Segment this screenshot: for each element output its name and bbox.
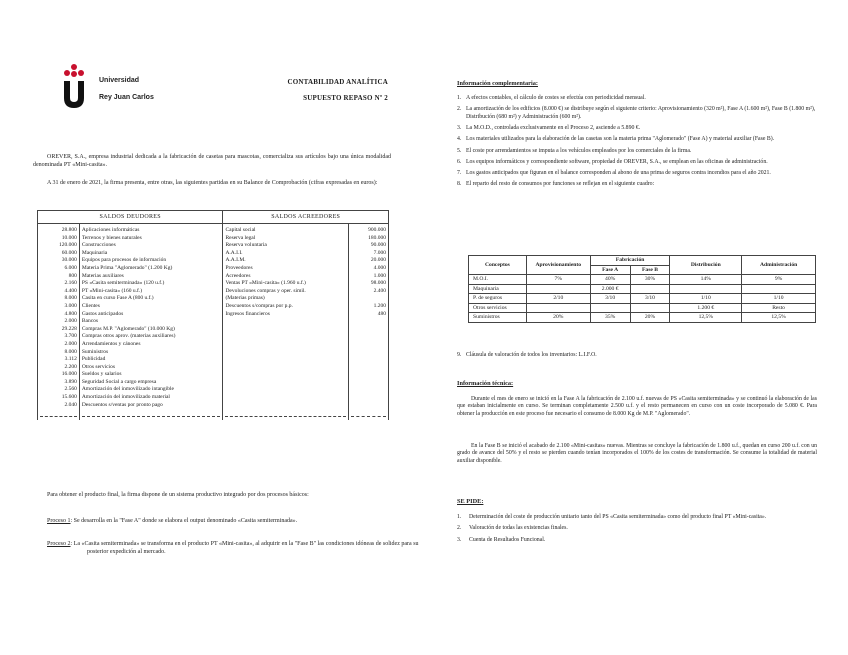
note-9-text: Cláusula de valoración de todos los inventarios: L.I.F.O. (466, 352, 597, 358)
spacer (351, 349, 386, 357)
spacer (351, 356, 386, 364)
requirement-number: 3. (457, 536, 462, 543)
technical-info-title: Información técnica: (457, 380, 514, 387)
intro-paragraph-1: OREVER, S.A., empresa industrial dedicada a la fabricación de casetas para mascotas, comercializa sus artículos bajo una única modalidad denominada PT «Mini-casita». (33, 154, 391, 168)
distribution-cell: 12,5% (670, 313, 742, 323)
spacer (351, 318, 386, 326)
process-2-text: : La «Casita semiterminada» se transforma en el producto PT «Mini-casita», al adquirir en la "Fase B" las condiciones idóneas de solidez para su posterior expedición al mercado. (70, 541, 419, 555)
distribution-row (469, 303, 816, 313)
debit-account: Seguridad Social a cargo empresa (81, 378, 157, 385)
note-item (457, 159, 817, 166)
complementary-info-title: Información complementaria: (457, 80, 538, 87)
note-number: 5. (457, 147, 462, 154)
note-number: 8. (457, 181, 462, 188)
university-name-line2: Rey Juan Carlos (99, 94, 154, 101)
distribution-cell: 1/10 (742, 294, 816, 304)
spacer (225, 371, 346, 379)
debit-account: Construcciones (81, 242, 116, 249)
requirements-title: SE PIDE: (457, 498, 484, 505)
intro-paragraph-2: A 31 de enero de 2021, la firma presenta, entre otras, las siguientes partidas en su Balance de Comprobación (cifras expresadas en euros): (47, 180, 378, 186)
distribution-cell: 1.200 € (670, 303, 742, 313)
debit-account: Amortización del inmovilizado intangible (81, 386, 174, 393)
debit-amount: 3.112 (64, 356, 77, 363)
note-text: Los gastos anticipados que figuran en el balance corresponden al abono de una prima de seguros contra incendios para el año 2021. (466, 170, 771, 177)
distribution-cell (630, 284, 670, 294)
technical-paragraph-1: Durante el mes de enero se inició en la Fase A la fabricación de 2.100 u.f. nuevas de PS «Casita semiterminada» y se continuó la elaboración de las que estaban inicialmente en curso. Se terminan completamente 2.500 u.f. y el resto permanecen en curso con un coste incorporado de 5.080 €. Para obtener la producción en este proceso fue necesario el consumo de 8.000 Kg de M.P. "Aglomerado". (457, 396, 817, 417)
dashed-filler-line (225, 409, 346, 417)
debit-amount: 29.228 (61, 325, 77, 332)
spacer (225, 333, 346, 341)
credit-account: A.A.I.M. (225, 257, 246, 264)
debit-account: Casita en curso Fase A (800 u.f.) (81, 295, 154, 302)
note-text: A efectos contables, el cálculo de costes se efectúa con periodicidad mensual. (466, 95, 646, 101)
credit-amount: 180.000 (368, 234, 386, 241)
distribution-cell: 35% (590, 313, 630, 323)
requirement-text: Determinación del coste de producción unitario tanto del PS «Casita semiterminada» como del producto final PT «Mini-casita». (469, 514, 767, 520)
distribution-row (469, 294, 816, 304)
distribution-cell: M.O.I. (469, 275, 527, 285)
debit-amount: 2.000 (64, 318, 77, 325)
spacer (351, 379, 386, 387)
debit-amount: 3.000 (64, 302, 77, 309)
debit-account: Gastos anticipados (81, 310, 124, 317)
debit-account: Materias auxiliares (81, 272, 124, 279)
dashed-filler-line (40, 409, 77, 417)
note-item (457, 125, 817, 132)
credit-amount: 1.000 (373, 272, 386, 279)
requirement-number: 2. (457, 525, 462, 532)
distribution-cell: 30% (630, 275, 670, 285)
dashed-filler-line (351, 409, 386, 417)
debit-account: Aplicaciones informáticas (81, 227, 140, 233)
spacer (351, 371, 386, 379)
credit-amount: 2.400 (373, 287, 386, 294)
distribution-cell: 1/10 (670, 294, 742, 304)
debit-account: Clientes (81, 302, 100, 309)
credit-amount: 480 (377, 310, 386, 317)
credit-amount: 4.000 (373, 264, 386, 271)
debit-amount: 10.000 (61, 234, 77, 241)
requirements-list (457, 514, 817, 548)
col-header-aprovisionamiento: Aprovisionamiento (526, 256, 590, 275)
technical-paragraph-2: En la Fase B se inició el acabado de 2.100 «Mini-casitas» nuevas. Mientras se concluye la fabricación de 1.800 u.f., quedan en curso 200 u.f. con un grado de avance del 50% y el resto se pierden cuando tenían incorporados el 100% de los costes de transformación. Se consume la totalidad de material auxiliar disponible. (457, 443, 817, 464)
credit-account: Reserva voluntaria (225, 242, 267, 249)
credit-account: Descuentos s/compras por p.p. (225, 302, 293, 309)
spacer (225, 379, 346, 387)
distribution-cell: 3/10 (630, 294, 670, 304)
requirement-item (457, 537, 817, 544)
note-text: El coste por arrendamientos se imputa a los vehículos empleados por los comerciales de la firma. (466, 147, 692, 154)
debit-amount: 2.160 (64, 280, 77, 287)
note-item (457, 170, 817, 177)
debit-account: PT «Mini-casita» (160 u.f.) (81, 287, 143, 294)
debit-amount: 15.600 (61, 394, 77, 401)
debit-amount: 2.560 (64, 386, 77, 393)
note-text: La amortización de los edificios (8.000 €) se distribuye según el siguiente criterio: Aprovisionamiento (320 m²), Fase A (1.600 m²), Fase B (1.800 m²), Distribución (680 m²) y Administración (600 m²). (466, 106, 816, 120)
debit-amount: 8.000 (64, 295, 77, 302)
distribution-cell (526, 303, 590, 313)
col-header-distribucion: Distribución (670, 256, 742, 275)
note-item (457, 148, 817, 155)
note-number: 6. (457, 158, 462, 165)
trial-balance-table (37, 210, 389, 420)
credit-account: Capital social (225, 227, 256, 233)
credit-account: Ingresos financieros (225, 310, 270, 317)
debit-amount: 800 (68, 272, 77, 279)
distribution-cell: Otros servicios (469, 303, 527, 313)
debit-amount: 28.800 (61, 227, 77, 233)
distribution-cell: 2.000 € (590, 284, 630, 294)
process-2-label: Proceso 2 (47, 541, 71, 547)
note-item (457, 181, 817, 188)
spacer (225, 402, 346, 410)
credit-account: Devoluciones compras y oper. simil. (225, 287, 306, 294)
process-1-label: Proceso 1 (47, 518, 71, 524)
note-number: 4. (457, 136, 462, 143)
col-header-fase-b: Fase B (630, 265, 670, 275)
debit-account: Materia Prima "Aglomerado" (1.200 Kg) (81, 264, 173, 271)
distribution-cell: 2/10 (526, 294, 590, 304)
debit-amount: 3.890 (64, 378, 77, 385)
debit-amount: 16.000 (61, 371, 77, 378)
subject-title: CONTABILIDAD ANALÍTICA (287, 78, 388, 86)
spacer (351, 394, 386, 402)
process-2-description (47, 541, 432, 556)
distribution-cell: 20% (526, 313, 590, 323)
credit-amount: 90.000 (370, 242, 386, 249)
distribution-row (469, 284, 816, 294)
credit-amount: 900.000 (368, 227, 386, 233)
col-header-fase-a: Fase A (590, 265, 630, 275)
debit-account: Publicidad (81, 356, 106, 363)
note-item (457, 106, 817, 121)
spacer (351, 326, 386, 334)
note-text: El reparto del resto de consumos por funciones se reflejan en el siguiente cuadro: (466, 181, 655, 188)
credit-amounts-column (349, 224, 389, 421)
debit-balances-header: SALDOS DEUDORES (38, 211, 223, 224)
distribution-table (468, 255, 816, 323)
debit-account: Maquinaria (81, 249, 108, 256)
debit-amount: 120.000 (58, 242, 77, 249)
distribution-cell: 7% (526, 275, 590, 285)
note-number: 2. (457, 106, 462, 113)
note-item (457, 136, 817, 143)
note-text: Los materiales utilizados para la elaboración de las casetas son la materia prima "Aglomerado" (Fase A) y material auxiliar (Fase B). (466, 136, 775, 143)
distribution-cell: Resto (742, 303, 816, 313)
distribution-cell: Maquinaria (469, 284, 527, 294)
spacer (351, 341, 386, 349)
requirement-text: Valoración de todas las existencias finales. (469, 525, 568, 532)
spacer (225, 341, 346, 349)
debit-account: Suministros (81, 348, 109, 355)
spacer (225, 356, 346, 364)
spacer (351, 333, 386, 341)
credit-account: Proveedores (225, 264, 253, 271)
exercise-title: SUPUESTO REPASO Nº 2 (303, 94, 388, 102)
debit-amount: 4.400 (64, 287, 77, 294)
spacer (225, 326, 346, 334)
spacer (351, 364, 386, 372)
debit-items-column (79, 224, 223, 421)
distribution-cell: 40% (590, 275, 630, 285)
credit-amount: 1.200 (373, 302, 386, 309)
debit-account: Otros servicios (81, 363, 115, 370)
distribution-cell: 3/10 (590, 294, 630, 304)
credit-account: Reserva legal (225, 234, 256, 241)
spacer (351, 402, 386, 410)
col-header-fabricacion: Fabricación (590, 256, 670, 266)
distribution-cell (526, 284, 590, 294)
distribution-row (469, 313, 816, 323)
debit-amount: 30.000 (61, 257, 77, 264)
credit-amount: 7.000 (373, 249, 386, 256)
debit-account: Compras M.P. "Aglomerado" (10.000 Kg) (81, 325, 175, 332)
process-1-text: : Se desarrolla en la "Fase A" donde se elabora el output denominado «Casita semiterminada». (70, 518, 298, 524)
debit-account: Amortización del inmovilizado material (81, 394, 170, 401)
distribution-cell: 12,5% (742, 313, 816, 323)
distribution-row (469, 275, 816, 285)
credit-account: A.A.I.I. (225, 249, 243, 256)
spacer (225, 318, 346, 326)
right-page (424, 0, 848, 655)
distribution-cell: 9% (742, 275, 816, 285)
distribution-cell (670, 284, 742, 294)
credit-amount: 98.000 (370, 280, 386, 287)
debit-amount: 2.040 (64, 401, 77, 408)
requirement-text: Cuenta de Resultados Funcional. (469, 536, 546, 543)
requirement-number: 1. (457, 514, 462, 520)
debit-amount: 2.200 (64, 363, 77, 370)
distribution-cell (630, 303, 670, 313)
note-number: 3. (457, 125, 462, 131)
debit-amount: 4.800 (64, 310, 77, 317)
note-text: La M.O.D., controlada exclusivamente en el Proceso 2, asciende a 5.890 €. (466, 125, 641, 131)
credit-account: Acreedores (225, 272, 251, 279)
process-1-description (47, 518, 432, 526)
debit-account: PS «Casita semiterminada» (120 u.f.) (81, 280, 165, 287)
credit-account: Ventas PT «Mini-casita» (1.960 u.f.) (225, 280, 306, 287)
spacer (225, 386, 346, 394)
spacer (225, 394, 346, 402)
credit-account: (Materias primas) (225, 295, 265, 302)
debit-amount: 2.000 (64, 340, 77, 347)
debit-account: Compras otros aprov. (materias auxiliares) (81, 333, 176, 340)
note-number: 1. (457, 95, 462, 101)
col-header-administracion: Administración (742, 256, 816, 275)
requirement-item (457, 525, 817, 532)
spacer (225, 364, 346, 372)
distribution-cell (742, 284, 816, 294)
debit-account: Terrenos y bienes naturales (81, 234, 142, 241)
debit-account: Descuentos s/ventas por pronto pago (81, 401, 163, 408)
debit-amount: 6.000 (64, 264, 77, 271)
note-9-number: 9. (457, 352, 462, 358)
credit-balances-header: SALDOS ACREEDORES (223, 211, 389, 224)
debit-amount: 60.000 (61, 249, 77, 256)
credit-amount (351, 295, 386, 303)
debit-account: Sueldos y salarios (81, 371, 122, 378)
distribution-cell: Suministros (469, 313, 527, 323)
distribution-cell: 14% (670, 275, 742, 285)
university-name-line1: Universidad (99, 77, 140, 84)
university-logo-icon (62, 62, 86, 108)
requirement-item (457, 514, 817, 521)
credit-items-column (223, 224, 349, 421)
note-text: Los equipos informáticos y correspondiente software, propiedad de OREVER, S.A., se emplean en las oficinas de administración. (466, 158, 768, 165)
distribution-cell: 20% (630, 313, 670, 323)
production-intro: Para obtener el producto final, la firma dispone de un sistema productivo integrado por dos procesos básicos: (47, 492, 309, 498)
debit-account: Arrendamientos y cánones (81, 340, 141, 347)
note-number: 7. (457, 170, 462, 177)
debit-amount: 3.700 (64, 333, 77, 340)
note-item (457, 95, 817, 102)
dashed-filler-line (82, 409, 221, 417)
credit-amount: 20.000 (370, 257, 386, 264)
debit-account: Equipos para procesos de información (81, 257, 167, 264)
debit-account: Bancos (81, 318, 99, 325)
note-9 (457, 352, 597, 358)
spacer (225, 349, 346, 357)
distribution-cell: P. de seguros (469, 294, 527, 304)
complementary-notes-list (457, 95, 817, 193)
distribution-cell (590, 303, 630, 313)
debit-amounts-column (38, 224, 80, 421)
spacer (351, 386, 386, 394)
col-header-conceptos: Conceptos (469, 256, 527, 275)
debit-amount: 8.000 (64, 348, 77, 355)
